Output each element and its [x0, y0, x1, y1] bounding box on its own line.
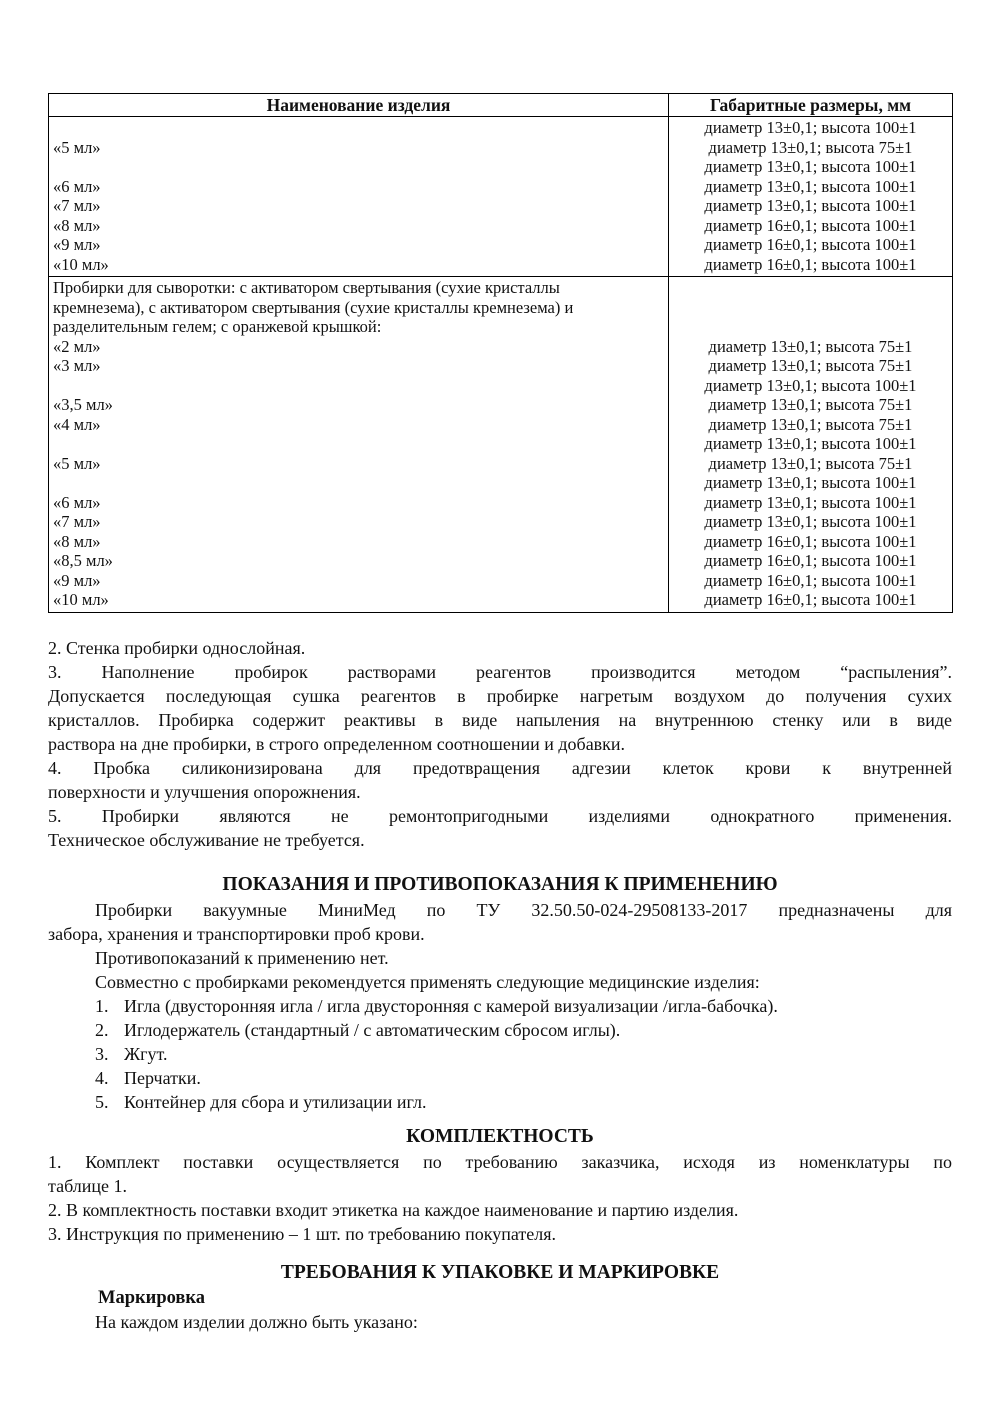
- item-text: Жгут.: [124, 1043, 168, 1064]
- product-name-line: «6 мл»: [53, 176, 101, 196]
- product-name-cell: [49, 277, 669, 613]
- product-name-line: «4 мл»: [53, 414, 101, 434]
- product-name-line: Пробирки для сыворотки: с активатором свертывания (сухие кристаллы: [53, 278, 560, 297]
- dimension-line: диаметр 13±0,1; высота 100±1: [704, 492, 917, 512]
- dimensions-cell: [669, 117, 953, 277]
- table-row-section1: [49, 117, 953, 277]
- paragraph-filling-line: кристаллов. Пробирка содержит реактивы в виде напыления на внутреннюю стенку или в виде: [48, 709, 952, 730]
- product-name-line: разделительным гелем; с оранжевой крышкой:: [53, 317, 382, 336]
- dimension-line: диаметр 16±0,1; высота 100±1: [704, 235, 917, 254]
- product-name-line: «5 мл»: [53, 137, 101, 157]
- dimension-line: диаметр 13±0,1; высота 75±1: [708, 414, 913, 434]
- product-name-line: «10 мл»: [53, 590, 109, 609]
- dimension-line: диаметр 13±0,1; высота 75±1: [708, 395, 913, 414]
- paragraph-filling-line: раствора на дне пробирки, в строго определенном соотношении и добавки.: [48, 733, 626, 754]
- paragraph-single-use-line: 5. Пробирки являются не ремонтопригодными изделиями однократного применения.: [48, 805, 952, 826]
- heading-packaging-marking: ТРЕБОВАНИЯ К УПАКОВКЕ И МАРКИРОВКЕ: [280, 1261, 720, 1283]
- dimension-line: диаметр 13±0,1; высота 100±1: [704, 157, 917, 176]
- dimensions-cell: [669, 277, 953, 613]
- paragraph-filling-line: Допускается последующая сушка реагентов в пробирке нагретым воздухом до получения сухих: [48, 685, 952, 706]
- dimension-line: диаметр 13±0,1; высота 75±1: [708, 336, 913, 356]
- product-name-line: [49, 376, 668, 396]
- product-name-line: «2 мл»: [53, 336, 101, 356]
- item-number: 5.: [95, 1091, 109, 1112]
- dimension-line: диаметр 16±0,1; высота 100±1: [704, 590, 917, 609]
- paragraph-wall: 2. Стенка пробирки однослойная.: [48, 637, 306, 658]
- dimension-line: диаметр 16±0,1; высота 100±1: [704, 254, 917, 274]
- table-header-row: [49, 94, 953, 117]
- product-dimensions-table: [48, 93, 953, 613]
- tube-description-section: [48, 636, 952, 852]
- completeness-line: 1. Комплект поставки осуществляется по требованию заказчика, исходя из номенклатуры по: [48, 1151, 952, 1172]
- product-name-line: «9 мл»: [53, 235, 101, 254]
- dimension-line: диаметр 13±0,1; высота 100±1: [704, 473, 917, 492]
- item-number: 2.: [95, 1019, 109, 1040]
- item-text: Иглодержатель (стандартный / с автоматическим сбросом иглы).: [124, 1019, 621, 1040]
- dimension-line: диаметр 13±0,1; высота 100±1: [704, 176, 917, 196]
- paragraph-stopper-line: поверхности и улучшения опорожнения.: [48, 781, 361, 802]
- completeness-line: 3. Инструкция по применению – 1 шт. по требованию покупателя.: [48, 1223, 556, 1244]
- recommended-item: [48, 1090, 952, 1114]
- indications-purpose-line: забора, хранения и транспортировки проб крови.: [48, 923, 425, 944]
- dimension-line: диаметр 13±0,1; высота 75±1: [708, 356, 913, 375]
- product-name-line: кремнезема), с активатором свертывания (сухие кристаллы кремнезема) и: [53, 297, 574, 317]
- dimension-line: диаметр 16±0,1; высота 100±1: [704, 531, 917, 551]
- recommended-item: [48, 1042, 952, 1066]
- product-name-line: «8 мл»: [53, 531, 101, 551]
- dimension-line: диаметр 16±0,1; высота 100±1: [704, 570, 917, 590]
- dimension-line: [669, 317, 952, 337]
- item-number: 3.: [95, 1043, 109, 1064]
- product-name-line: [49, 434, 668, 454]
- indications-contra-line: Противопоказаний к применению нет.: [95, 947, 389, 968]
- marking-intro-line: На каждом изделии должно быть указано:: [95, 1311, 418, 1332]
- dimension-line: диаметр 13±0,1; высота 75±1: [708, 453, 913, 473]
- product-name-line: «8,5 мл»: [53, 551, 113, 570]
- item-text: Контейнер для сбора и утилизации игл.: [124, 1091, 427, 1112]
- dimension-line: диаметр 16±0,1; высота 100±1: [704, 215, 917, 235]
- paragraph-filling-line: 3. Наполнение пробирок растворами реагентов производится методом “распыления”.: [48, 661, 952, 682]
- product-name-line: «3,5 мл»: [53, 395, 113, 414]
- table-row-section2: [49, 277, 953, 613]
- recommended-item: [48, 1066, 952, 1090]
- document-content: [48, 0, 952, 1334]
- subheading-marking: Маркировка: [98, 1287, 206, 1308]
- recommended-item: [48, 1018, 952, 1042]
- product-name-line: [49, 473, 668, 493]
- dimension-line: диаметр 13±0,1; высота 75±1: [708, 137, 913, 157]
- product-name-line: [49, 118, 668, 138]
- product-name-line: «9 мл»: [53, 570, 101, 590]
- dimension-line: диаметр 13±0,1; высота 100±1: [704, 434, 917, 453]
- heading-completeness: КОМПЛЕКТНОСТЬ: [406, 1125, 594, 1147]
- dimension-line: диаметр 13±0,1; высота 100±1: [704, 512, 917, 531]
- paragraph-stopper-line: 4. Пробка силиконизирована для предотвращения адгезии клеток крови к внутренней: [48, 757, 952, 778]
- product-name-line: «5 мл»: [53, 453, 101, 473]
- completeness-line: 2. В комплектность поставки входит этикетка на каждое наименование и партию изделия.: [48, 1199, 739, 1220]
- product-name-line: «7 мл»: [53, 512, 101, 531]
- column-header-dimensions: Габаритные размеры, мм: [669, 94, 953, 117]
- product-name-line: «8 мл»: [53, 215, 101, 235]
- recommended-item: [48, 994, 952, 1018]
- dimension-line: [669, 278, 952, 298]
- product-name-line: «6 мл»: [53, 492, 101, 512]
- indications-purpose-line: Пробирки вакуумные МиниМед по ТУ 32.50.50-024-29508133-2017 предназначены для: [95, 899, 952, 920]
- dimension-line: диаметр 13±0,1; высота 100±1: [704, 196, 917, 215]
- item-number: 1.: [95, 995, 109, 1016]
- product-name-cell: [49, 117, 669, 277]
- dimension-line: диаметр 16±0,1; высота 100±1: [704, 551, 917, 570]
- heading-indications: ПОКАЗАНИЯ И ПРОТИВОПОКАЗАНИЯ К ПРИМЕНЕНИЮ: [222, 873, 778, 895]
- completeness-line: таблице 1.: [48, 1175, 128, 1196]
- dimension-line: [669, 298, 952, 318]
- item-number: 4.: [95, 1067, 109, 1088]
- paragraph-single-use-line: Техническое обслуживание не требуется.: [48, 829, 365, 850]
- dimension-line: диаметр 13±0,1; высота 100±1: [704, 118, 917, 137]
- product-name-line: «10 мл»: [53, 254, 109, 274]
- indications-recommended-line: Совместно с пробирками рекомендуется применять следующие медицинские изделия:: [95, 971, 760, 992]
- column-header-product-name: Наименование изделия: [49, 94, 669, 117]
- product-name-line: «3 мл»: [53, 356, 101, 375]
- dimension-line: диаметр 13±0,1; высота 100±1: [704, 375, 917, 395]
- item-text: Перчатки.: [124, 1067, 201, 1088]
- item-text: Игла (двусторонняя игла / игла двусторонняя с камерой визуализации /игла-бабочка).: [124, 995, 778, 1016]
- product-name-line: «7 мл»: [53, 196, 101, 215]
- product-name-line: [49, 157, 668, 177]
